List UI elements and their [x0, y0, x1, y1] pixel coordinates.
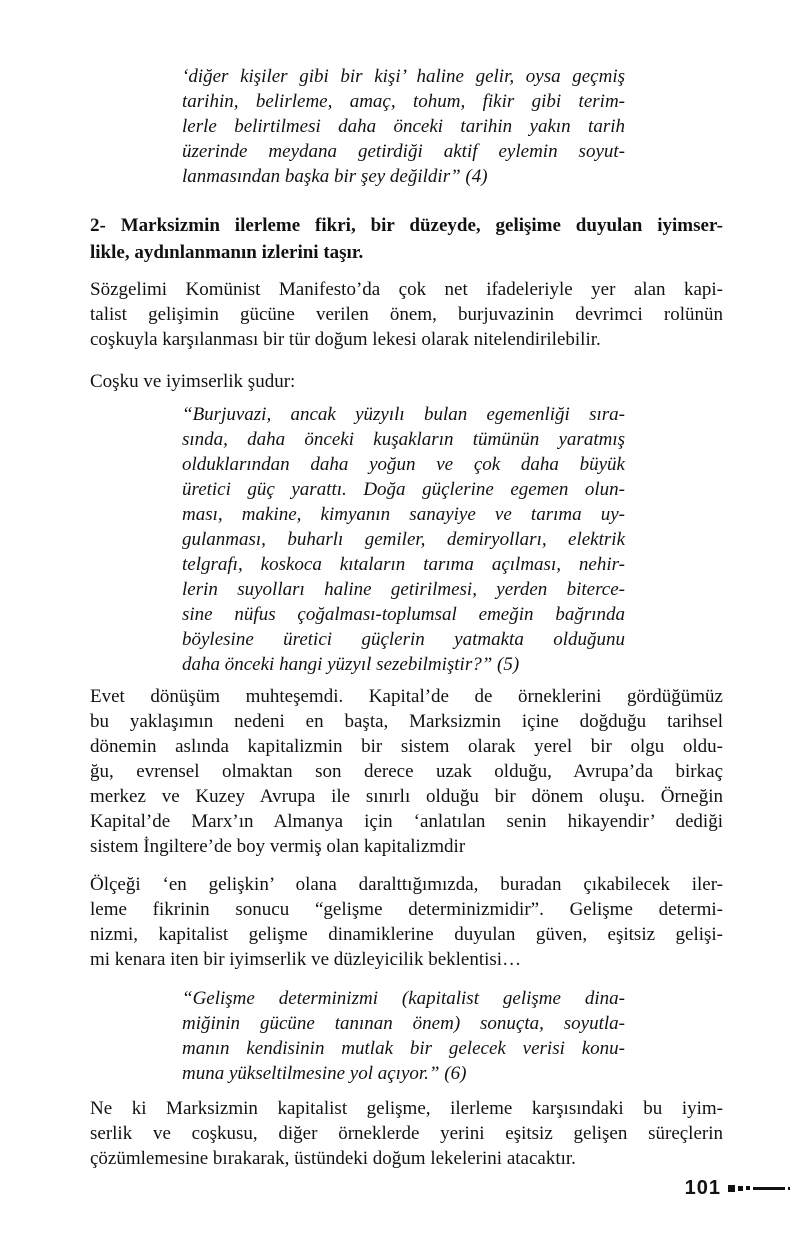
- page-footer: [685, 1176, 790, 1200]
- text-line: lerin suyolları haline getirilmesi, yerden biterce-: [182, 579, 625, 600]
- paragraph-3: [90, 684, 723, 859]
- text-line: çözümlemesine bırakarak, üstündeki doğum lekelerini atacaktır.: [90, 1148, 576, 1169]
- text-line: gulanması, buharlı gemiler, demiryolları, elektrik: [182, 529, 625, 550]
- page-number: 101: [684, 1176, 721, 1199]
- text-line: Ne ki Marksizmin kapitalist gelişme, ilerleme karşısındaki bu iyim-: [90, 1098, 723, 1119]
- text-line: coşkuyla karşılanması bir tür doğum lekesi olarak nitelendirilebilir.: [90, 329, 601, 350]
- footer-end-tick: [788, 1187, 790, 1190]
- text-line: Ölçeği ‘en gelişkin’ olana daralttığımızda, buradan çıkabilecek iler-: [90, 874, 723, 895]
- text-line: leme fikrinin sonucu “gelişme determinizmidir”. Gelişme determi-: [90, 899, 723, 920]
- text-line: lanmasından başka bir şey değildir” (4): [182, 166, 488, 187]
- text-line: Sözgelimi Komünist Manifesto’da çok net ifadeleriyle yer alan kapi-: [90, 279, 723, 300]
- text-line: mi kenara iten bir iyimserlik ve düzleyicilik beklentisi…: [90, 949, 522, 970]
- text-line: daha önceki hangi yüzyıl sezebilmiştir?” (5): [182, 654, 520, 675]
- text-line: ması, makine, kimyanın sanayiye ve tarıma uy-: [182, 504, 625, 525]
- text-line: Kapital’de Marx’ın Almanya için ‘anlatılan senin hikayendir’ dediği: [90, 811, 723, 832]
- text-line: 2- Marksizmin ilerleme fikri, bir düzeyde, gelişime duyulan iyimser-: [90, 215, 723, 236]
- paragraph-2: [90, 369, 723, 394]
- text-line: dönemin aslında kapitalizmin bir sistem olarak yerel bir olgu oldu-: [90, 736, 723, 757]
- section-heading: [90, 212, 723, 266]
- text-line: serlik ve coşkusu, diğer örneklerde yerini eşitsiz gelişen süreçlerin: [90, 1123, 723, 1144]
- paragraph-4: [90, 872, 723, 972]
- blockquote-1: [182, 64, 625, 189]
- text-line: sine nüfus çoğalması-toplumsal emeğin bağrında: [182, 604, 625, 625]
- text-line: “Gelişme determinizmi (kapitalist gelişme dina-: [182, 988, 625, 1009]
- text-line: nizmi, kapitalist gelişme dinamiklerine duyulan güven, eşitsiz gelişi-: [90, 924, 723, 945]
- text-line: telgrafı, koskoca kıtaların tarıma açılması, nehir-: [182, 554, 625, 575]
- footer-square-ornament: [728, 1185, 735, 1192]
- text-line: ğu, evrensel olmaktan son derece uzak olduğu, Avrupa’da birkaç: [90, 761, 723, 782]
- text-line: muna yükseltilmesine yol açıyor.” (6): [182, 1063, 467, 1084]
- paragraph-5: [90, 1096, 723, 1171]
- text-line: Evet dönüşüm muhteşemdi. Kapital’de de örneklerini gördüğümüz: [90, 686, 723, 707]
- blockquote-2: [182, 402, 625, 677]
- text-line: lerle belirtilmesi daha önceki tarihin yakın tarih: [182, 116, 625, 137]
- text-line: merkez ve Kuzey Avrupa ile sınırlı olduğu bir dönem oluşu. Örneğin: [90, 786, 723, 807]
- text-line: ‘diğer kişiler gibi bir kişi’ haline gelir, oysa geçmiş: [182, 66, 625, 87]
- text-line: Coşku ve iyimserlik şudur:: [90, 371, 296, 392]
- text-line: manın kendisinin mutlak bir gelecek verisi konu-: [182, 1038, 625, 1059]
- blockquote-3: [182, 986, 625, 1086]
- footer-square-ornament: [746, 1186, 750, 1190]
- text-line: olduklarından daha yoğun ve çok daha büyük: [182, 454, 625, 475]
- text-line: likle, aydınlanmanın izlerini taşır.: [90, 242, 364, 263]
- text-line: “Burjuvazi, ancak yüzyılı bulan egemenliği sıra-: [182, 404, 625, 425]
- text-line: sında, daha önceki kuşakların tümünün yaratmış: [182, 429, 625, 450]
- paragraph-1: [90, 277, 723, 352]
- text-line: talist gelişimin gücüne verilen önem, burjuvazinin devrimci rolünün: [90, 304, 723, 325]
- footer-square-ornament: [738, 1186, 743, 1191]
- text-line: miğinin gücüne tanınan önem) sonuçta, soyutla-: [182, 1013, 625, 1034]
- footer-rule: [753, 1187, 785, 1190]
- text-line: bu yaklaşımın nedeni en başta, Marksizmin içine doğduğu tarihsel: [90, 711, 723, 732]
- text-line: böylesine üretici güçlerin yatmakta olduğunu: [182, 629, 625, 650]
- text-line: üretici güç yarattı. Doğa güçlerine egemen olun-: [182, 479, 625, 500]
- text-line: üzerinde meydana getirdiği aktif eylemin soyut-: [182, 141, 625, 162]
- text-line: sistem İngiltere’de boy vermiş olan kapitalizmdir: [90, 836, 466, 857]
- text-line: tarihin, belirleme, amaç, tohum, fikir gibi terim-: [182, 91, 625, 112]
